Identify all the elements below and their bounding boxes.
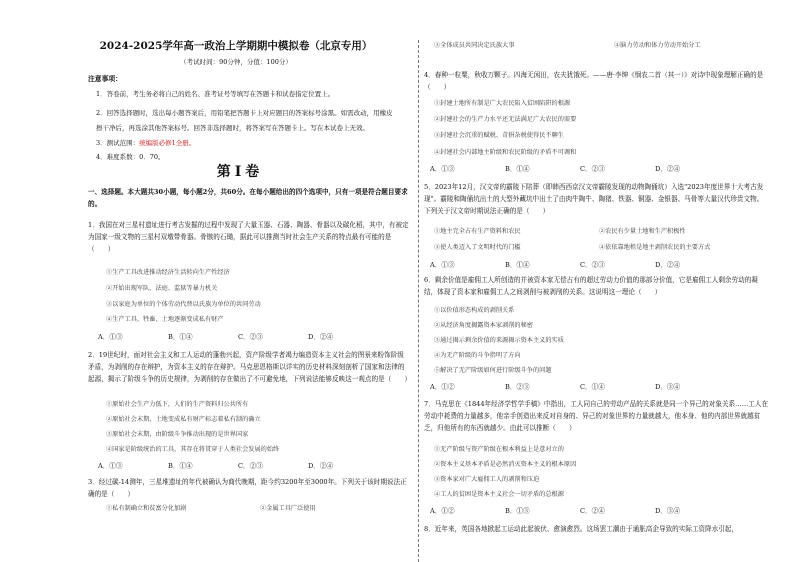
choice-b[interactable]: B．①③ — [505, 507, 530, 515]
question-4-option-2: ②封建社会的生产力水平还无法满足广大农民的需要 — [434, 116, 577, 123]
question-4-stem: 4．春种一粒粟，秋收万颗子。四海无闲田，农夫犹饿死。——唐·李绅《悯农二首（其一）》对诗中现象理解正确的是（ ） — [424, 71, 764, 91]
column-divider — [418, 40, 419, 562]
question-4-option-4: ④封建社会内部地主阶级和农民阶级的矛盾不可调和 — [434, 149, 577, 156]
choice-d[interactable]: D．③④ — [655, 383, 681, 391]
question-5-option-3: ③使人类迈入了文明时代的门槛 — [434, 244, 521, 251]
left-column — [80, 0, 413, 562]
question-7-option-2: ②资本主义基本矛盾是必然消灭资本主义的根本原因 — [434, 461, 577, 468]
question-6-option-5: ⑤解决了无产阶级如何进行阶级斗争的问题 — [434, 367, 552, 374]
choice-b[interactable]: B．①④ — [168, 462, 193, 470]
choice-d[interactable]: D．②④ — [308, 462, 334, 470]
question-5-option-2: ②农民有少量土地和生产积极性 — [599, 228, 686, 235]
note-item-1: 1．答卷前，考生务必将自己的姓名、准考证号等填写在答题卡和试卷指定位置上。 — [96, 90, 335, 98]
choice-d[interactable]: D．③④ — [655, 507, 681, 515]
choice-d[interactable]: D．②④ — [308, 333, 334, 341]
choice-a[interactable]: A．①② — [430, 383, 455, 391]
choice-d[interactable]: D．②④ — [655, 165, 681, 173]
question-5-option-4: ④依依靠地租是地主剥削农民的主要方式 — [599, 244, 711, 251]
section-intro: 一、选择题。本大题共30小题，每小题2分，共60分。在每小题给出的四个选项中，只有一项是符合题目要求的。 — [88, 188, 408, 208]
question-1-stem: 1．我国在对三星村遗址进行考古发掘的过程中发现了大量玉器、石器、陶器、骨器以及碳化稻，其中，有被定为国家一级文物的三星村双墩带骨器。骨镞的石锄，据此可以推测当时社会生产关系的特点最有可能的是（ ） — [88, 221, 409, 253]
note-item-3 — [96, 139, 396, 147]
choice-c[interactable]: C．②④ — [580, 507, 605, 515]
question-3-option-3: ③全体成员共同决定氏族大事 — [434, 42, 515, 49]
question-4-option-1: ①封建土地所有制是广大农民陷入贫困陷阱的根源 — [434, 100, 571, 107]
question-6-option-1: ①以价值形态构成的剥削关系 — [434, 307, 515, 314]
notes-title: 注意事项： — [88, 75, 122, 83]
choice-a[interactable]: A．①③ — [430, 261, 455, 269]
page-title: 2024-2025学年高一政治上学期期中模拟卷（北京专用） — [99, 40, 373, 52]
note-item-4: 4．难度系数：0．70。 — [96, 153, 165, 161]
choice-d[interactable]: D．②④ — [655, 261, 681, 269]
question-4-option-3: ③封建社会沉重的赋税、苛捐杂税使得民不聊生 — [434, 132, 564, 139]
question-7-option-1: ①无产阶级与资产阶级在根本利益上是意对立的 — [434, 446, 564, 453]
question-6-option-3: ③通过揭示剩余价值的来源揭示资本主义的实质 — [434, 337, 564, 344]
choice-a[interactable]: A．①③ — [98, 333, 123, 341]
question-3-option-2: ②金属工具广泛使用 — [260, 505, 316, 512]
choice-b[interactable]: B．②③ — [505, 383, 530, 391]
question-6-stem: 6．剩余价值是雇佣工人所创造的并被资本家无偿占有的超过劳动力价值的那部分价值，它是雇佣工人剩余劳动的凝结，体现了资本家和雇佣工人之间剥削与被剥削的关系。这说明这一理论（ ） — [424, 276, 758, 296]
question-7-choices — [430, 507, 730, 515]
question-3-stem: 3．经过碳-14测年，三星堆遗址的年代被确认为商代晚期，距今约3200年至3000年。下列关于该时期说法正确的是（ ） — [88, 478, 407, 498]
question-2-option-2: ②原始社会末期，土地变成私有财产标志着私有制的确立 — [106, 416, 261, 423]
choice-c[interactable]: C．②③ — [580, 165, 605, 173]
question-7-option-3: ③资本家对广大雇佣工人的剥削和压迫 — [434, 476, 540, 483]
choice-c[interactable]: C．①④ — [580, 383, 605, 391]
question-6-option-2: ②从经济角度揭露资本家剥削的秘密 — [434, 322, 533, 329]
question-3-option-1: ①私有制确立和贫富分化加剧 — [106, 505, 187, 512]
question-5-stem: 5．2023年12月，汉文帝的霸陵下陪葬（即韩西西京汉文帝霸陵发现的动物陶俑坑）入选"2023年度世界十大考古发现"。霸陵和陶俑坑出土的大型外藏坑中出土了由肉牛陶牛、陶猪、铁器、铜器、金银器、马骨等大量汉代珍贵文物。下列关于汉文帝时期说法正确的是（ ） — [424, 183, 764, 215]
question-5-choices — [430, 261, 730, 269]
question-2-option-1: ①原始社会生产力低下，人们的生产资料归公共所有 — [106, 401, 249, 408]
choice-a[interactable]: A．①③ — [98, 462, 123, 470]
volume-title: 第Ⅰ卷 — [216, 164, 264, 180]
choice-b[interactable]: B．①④ — [505, 261, 530, 269]
question-1-option-3: ③以家庭为单位的个体劳动代替以氏族为单位的共同劳动 — [106, 301, 261, 308]
question-4-choices — [430, 165, 730, 173]
right-column — [424, 0, 769, 562]
question-2-choices — [98, 462, 388, 470]
question-6-choices — [430, 383, 730, 391]
question-5-option-1: ①地主完全占有生产资料和农民 — [434, 228, 521, 235]
question-1-choices — [98, 333, 388, 341]
choice-a[interactable]: A．①③ — [430, 165, 455, 173]
question-2-option-3: ③原始社会末期，由阶级斗争推动出现的是世界国家 — [106, 431, 249, 438]
scope-highlight: 统编版必修1全册。 — [139, 139, 196, 147]
note-item-3-label: 3．测试范围： — [96, 139, 140, 147]
question-6-option-4: ④为无产阶级的斗争指明了方向 — [434, 352, 521, 359]
choice-c[interactable]: C．②③ — [238, 333, 263, 341]
note-item-2: 2．回答选择题时，选出每小题答案后，用铅笔把答题卡上对应题目的答案标号涂黑。如需改动，用橡皮擦干净后，再选涂其他答案标号。回答非选择题时，将答案写在答题卡上。写在本试卷上无效。 — [96, 109, 393, 132]
choice-c[interactable]: C．②③ — [580, 261, 605, 269]
question-7-stem: 7．马克思在《1844年经济学哲学手稿》中指出，工人同自己的劳动产品的关系就是同一个异己的对象关系……工人在劳动中耗费的力量越多，他亲手创造出来反对自身的、异己的对象世界的力量就越大，他本身、他的内部世界就越贫乏，归他所有的东西就越少。由此可以推断（ ） — [424, 400, 769, 432]
choice-c[interactable]: C．②③ — [238, 462, 263, 470]
question-2-option-4: ④国家是阶级统治的工具，其存在将贯穿于人类社会发展的始终 — [106, 446, 280, 453]
choice-a[interactable]: A．①② — [430, 507, 455, 515]
choice-b[interactable]: B．①④ — [505, 165, 530, 173]
question-1-option-1: ①生产工具改进推动经济生活转向生产性经济 — [106, 269, 230, 276]
question-8-stem: 8．近年来，英国各地掀起工运动此起彼伏、愈演愈烈。这场罢工潮由于通胀高企导致的实际工资降水引起， — [424, 525, 739, 533]
question-3-option-4: ④脑力劳动和体力劳动开始分工 — [614, 42, 701, 49]
question-1-option-2: ②开始出现军队、法庭、监狱等暴力机关 — [106, 285, 218, 292]
exam-info: （考试时间：90分钟，分值：100分） — [180, 58, 292, 66]
question-7-option-4: ④工人的贫困是资本主义社会一切矛盾的总根源 — [434, 491, 564, 498]
choice-b[interactable]: B．①④ — [168, 333, 193, 341]
question-2-stem: 2．19世纪时，面对社会主义和工人运动的蓬勃兴起，资产阶级学者竭力编造资本主义社会的图景来粉饰阶级矛盾，为剥削的存在辩护，为资本主义的存在辩护。马克思恩格斯以详实的历史材料深刻剖析了国家和法律的起源，揭示了阶级斗争的历史规律，为剥削的存在做出了不可避免地，下列说法能够反映这一观点的是（ ） — [88, 351, 412, 383]
question-1-option-4: ④生产工具、牲畜、土地逐渐变成私有财产 — [106, 316, 224, 323]
